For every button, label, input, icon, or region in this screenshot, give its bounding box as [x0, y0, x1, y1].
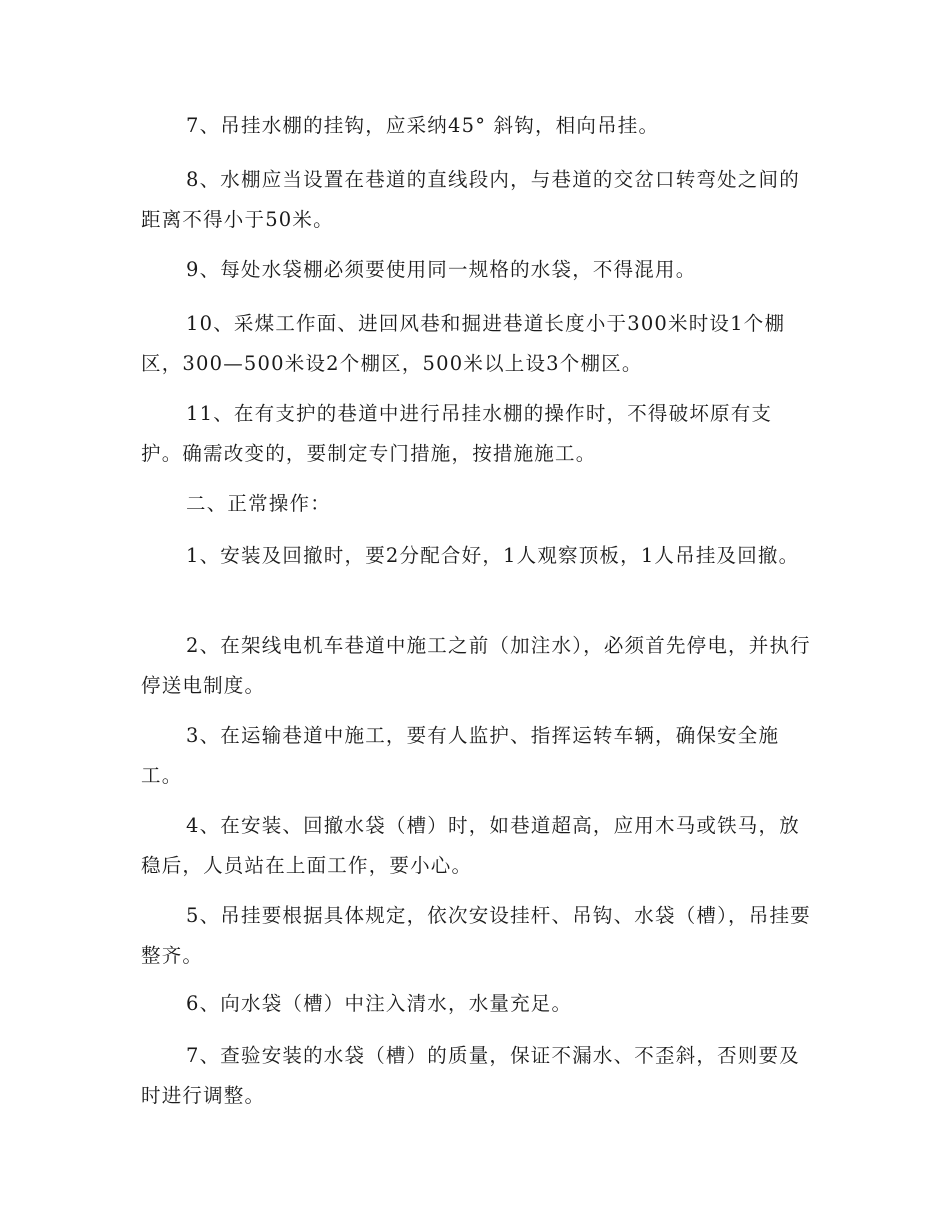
paragraph-water-shed-hook: 7、吊挂水棚的挂钩，应采纳45° 斜钩，相向吊挂。	[186, 114, 660, 137]
paragraph-transport-supervision: 3、在运输巷道中施工，要有人监护、指挥运转车辆，确保安全施工。	[141, 724, 780, 787]
paragraph-fill-water: 6、向水袋（槽）中注入清水，水量充足。	[186, 992, 573, 1015]
paragraph-same-spec-bags: 9、每处水袋棚必须要使用同一规格的水袋，不得混用。	[186, 258, 697, 281]
paragraph-install-cooperation: 1、安装及回撤时，要2分配合好，1人观察顶板，1人吊挂及回撤。	[186, 544, 800, 567]
paragraph-high-roadway: 4、在安装、回撤水袋（槽）时，如巷道超高，应用木马或铁马，放稳后，人员站在上面工作，要小心。	[141, 814, 800, 877]
section-heading-normal-operation: 二、正常操作：	[186, 492, 331, 515]
paragraph-quality-check: 7、查验安装的水袋（槽）的质量，保证不漏水、不歪斜，否则要及时进行调整。	[141, 1044, 800, 1107]
paragraph-power-off: 2、在架线电机车巷道中施工之前（加注水），必须首先停电，并执行停送电制度。	[141, 634, 811, 697]
paragraph-shed-position: 8、水棚应当设置在巷道的直线段内，与巷道的交岔口转弯处之间的距离不得小于50米。	[141, 168, 800, 231]
paragraph-shed-zone-count: 10、采煤工作面、进回风巷和掘进巷道长度小于300米时设1个棚区，300—500米设2个棚区，500米以上设3个棚区。	[141, 312, 786, 375]
paragraph-support-protection: 11、在有支护的巷道中进行吊挂水棚的操作时，不得破坏原有支护。确需改变的，要制定专门措施，按措施施工。	[141, 402, 773, 465]
paragraph-hanging-order: 5、吊挂要根据具体规定，依次安设挂杆、吊钩、水袋（槽），吊挂要整齐。	[141, 904, 811, 967]
